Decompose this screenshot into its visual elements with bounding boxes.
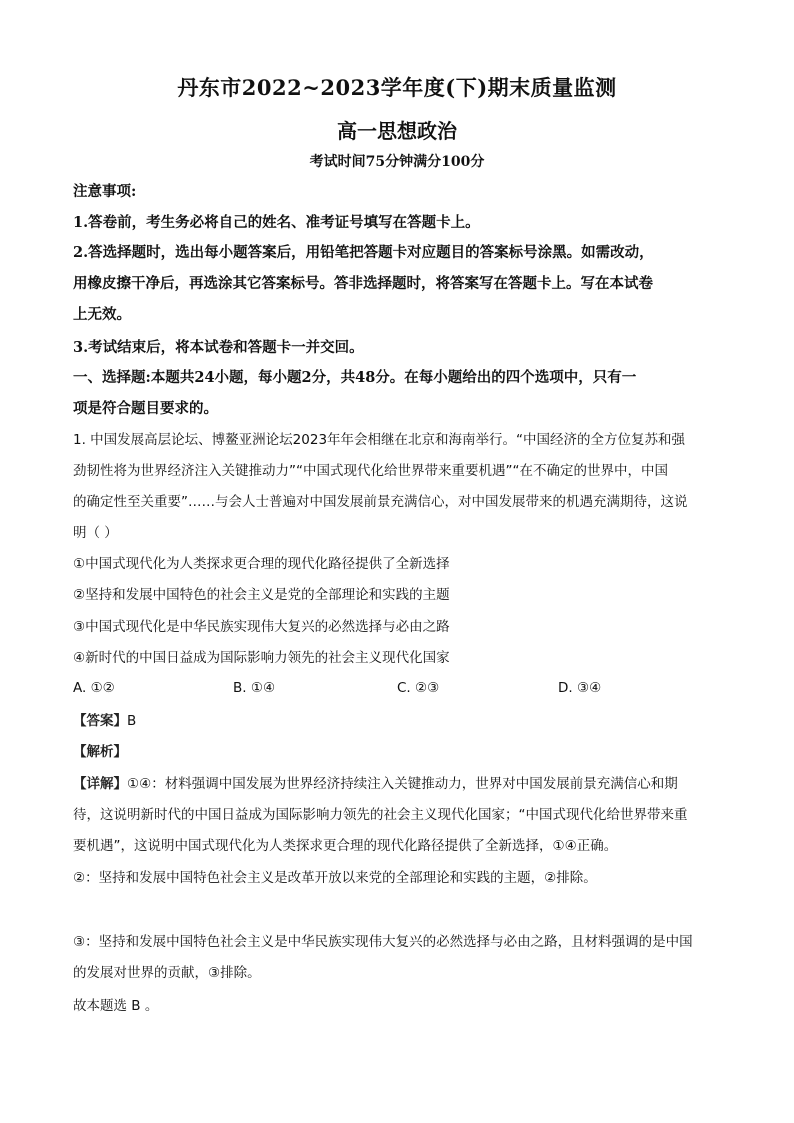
- question-stem-line-4: 明（ ）: [73, 525, 118, 541]
- detail-line-1: [73, 774, 723, 794]
- question-stem-line-3: 的确定性至关重要”……与会人士普遍对中国发展前景充满信心，对中国发展带来的机遇充满期待，这说: [73, 494, 688, 510]
- detail-line-4: ②：坚持和发展中国特色社会主义是改革开放以来党的全部理论和实践的主题，②排除。: [73, 870, 597, 886]
- statement-2: ②坚持和发展中国特色的社会主义是党的全部理论和实践的主题: [73, 587, 450, 603]
- detail-text-1: ①④：材料强调中国发展为世界经济持续注入关键推动力，世界对中国发展前景充满信心和期: [127, 776, 678, 792]
- detail-line-2: 待，这说明新时代的中国日益成为国际影响力领先的社会主义现代化国家；“中国式现代化给世界带来重: [73, 807, 688, 823]
- notice-item-1: 1.答卷前，考生务必将自己的姓名、准考证号填写在答题卡上。: [73, 214, 480, 231]
- notice-item-2-line-1: 2.答选择题时，选出每小题答案后，用铅笔把答题卡对应题目的答案标号涂黑。如需改动，: [73, 244, 654, 261]
- detail-line-6: 的发展对世界的贡献，③排除。: [73, 965, 261, 981]
- notice-item-3: 3.考试结束后，将本试卷和答题卡一并交回。: [73, 339, 364, 356]
- detail-label: 【详解】: [73, 776, 127, 792]
- conclusion-line: 故本题选 B 。: [73, 998, 159, 1014]
- exam-title: 丹东市2022~2023学年度(下)期末质量监测: [177, 75, 617, 100]
- analysis-label: 【解析】: [73, 744, 127, 760]
- option-a: A. ①②: [73, 680, 115, 696]
- question-stem-line-2: 劲韧性将为世界经济注入关键推动力”“中国式现代化给世界带来重要机遇”“在不确定的世界中，中国: [73, 463, 668, 479]
- statement-4: ④新时代的中国日益成为国际影响力领先的社会主义现代化国家: [73, 650, 450, 666]
- option-d: D. ③④: [558, 680, 602, 696]
- section-heading-line-2: 项是符合题目要求的。: [73, 400, 218, 417]
- notice-item-2-line-3: 上无效。: [73, 306, 131, 323]
- statement-1: ①中国式现代化为人类探求更合理的现代化路径提供了全新选择: [73, 556, 450, 572]
- analysis-heading: [73, 742, 723, 762]
- detail-line-5: ③：坚持和发展中国特色社会主义是中华民族实现伟大复兴的必然选择与必由之路，且材料强调的是中国: [73, 934, 693, 950]
- question-stem-line-1: 1. 中国发展高层论坛、博鳌亚洲论坛2023年年会相继在北京和海南举行。“中国经济的全方位复苏和强: [73, 432, 686, 448]
- option-b: B. ①④: [233, 680, 276, 696]
- subject-title: 高一思想政治: [337, 119, 457, 143]
- notice-item-2-line-2: 用橡皮擦干净后，再选涂其它答案标号。答非选择题时，将答案写在答题卡上。写在本试卷: [73, 275, 653, 292]
- statement-3: ③中国式现代化是中华民族实现伟大复兴的必然选择与必由之路: [73, 619, 450, 635]
- option-c: C. ②③: [397, 680, 440, 696]
- detail-line-3: 要机遇”，这说明中国式现代化为人类探求更合理的现代化路径提供了全新选择，①④正确。: [73, 838, 618, 854]
- answer-label: 【答案】: [73, 713, 127, 729]
- section-heading-line-1: 一、选择题:本题共24小题，每小题2分，共48分。在每小题给出的四个选项中，只有一: [73, 369, 637, 386]
- exam-info: 考试时间75分钟满分100分: [309, 154, 485, 170]
- answer-value: B: [127, 713, 137, 729]
- notice-heading: 注意事项:: [73, 183, 137, 200]
- answer-line: [73, 711, 723, 731]
